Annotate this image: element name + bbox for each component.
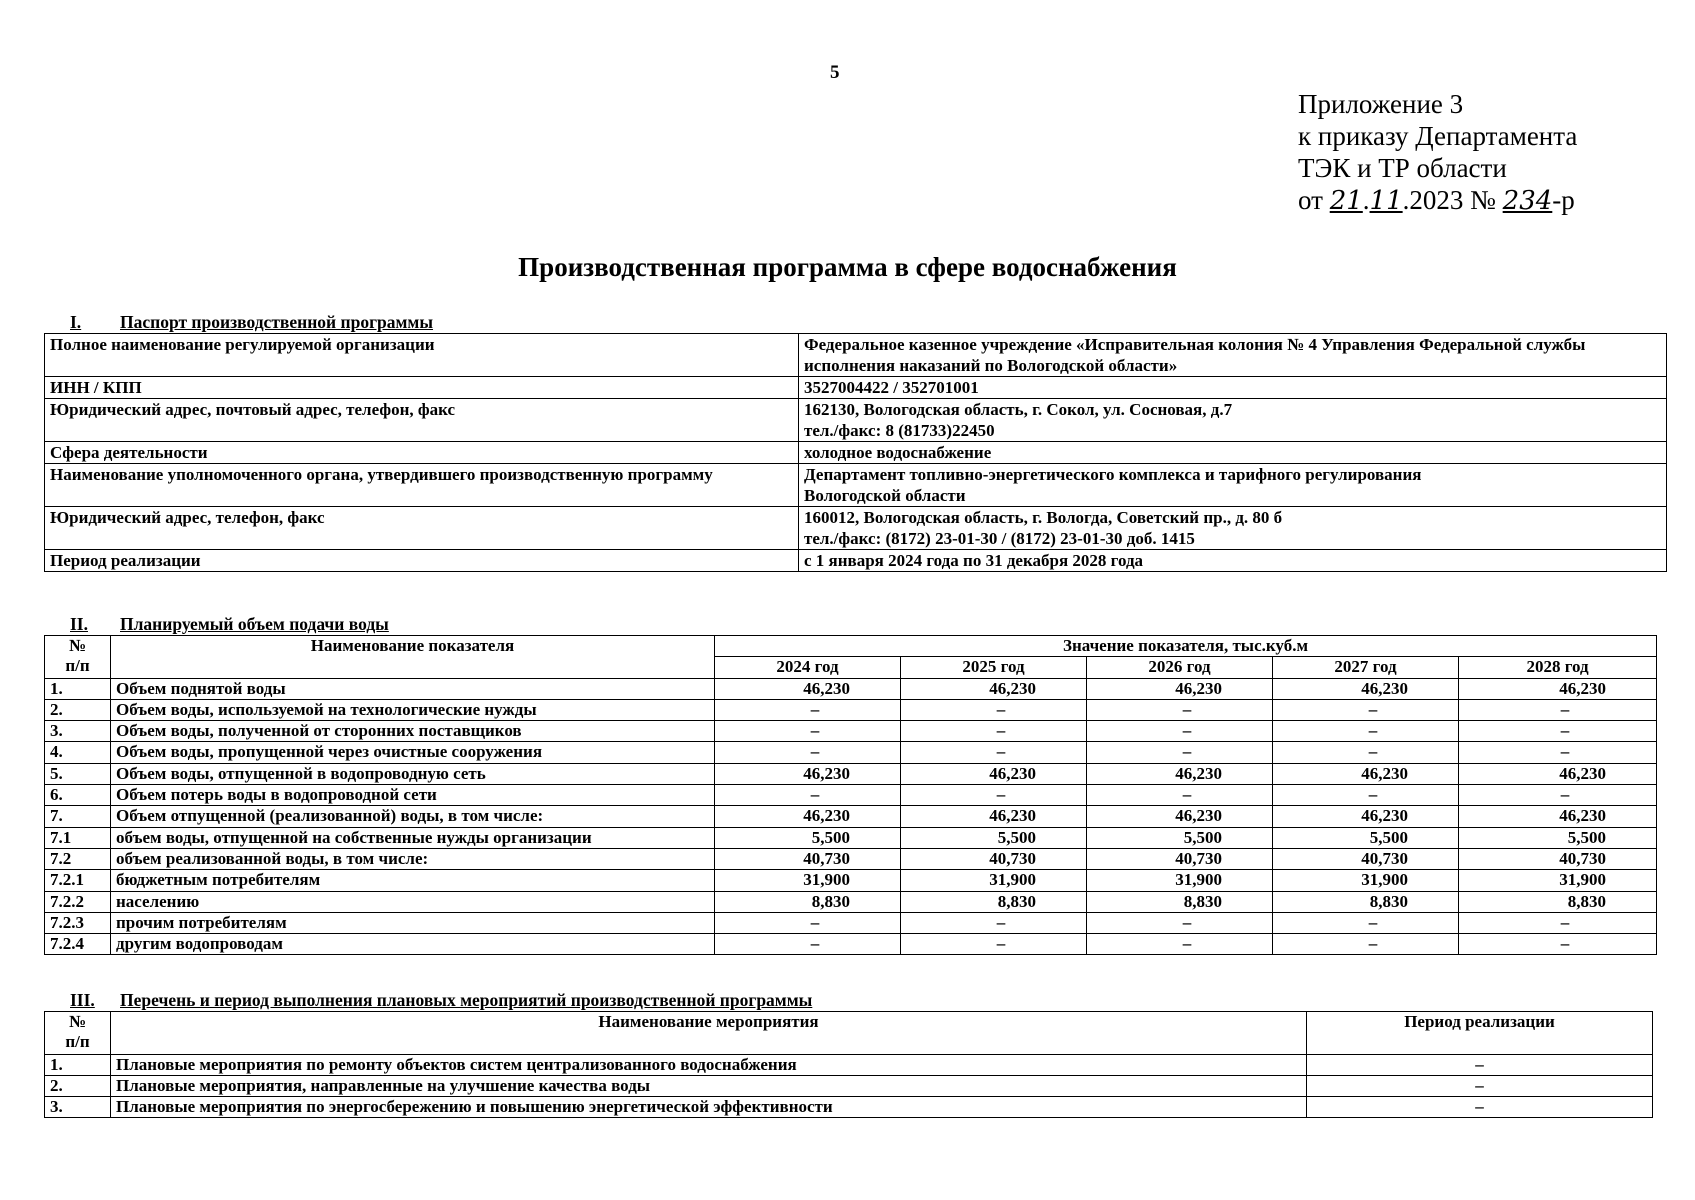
indicator-name: Объем воды, пропущенной через очистные сооружения [111, 742, 715, 763]
value-cell: – [1273, 721, 1459, 742]
header-num-line-1: № [68, 1012, 87, 1031]
water-volume-table [44, 635, 1657, 955]
passport-value: Департамент топливно-энергетического комплекса и тарифного регулирования [804, 465, 1422, 484]
passport-label: ИНН / КПП [45, 377, 799, 399]
period-cell: – [1307, 1055, 1653, 1076]
activities-table [44, 1011, 1653, 1118]
table-row [45, 848, 1657, 869]
value-cell: – [1459, 721, 1657, 742]
row-number: 7.2.3 [45, 912, 111, 933]
value-cell: 46,230 [901, 806, 1087, 827]
table-row [45, 870, 1657, 891]
value-cell: 31,900 [901, 870, 1087, 891]
row-number: 7.2 [45, 848, 111, 869]
value-cell: 46,230 [1087, 806, 1273, 827]
period-cell: – [1307, 1076, 1653, 1097]
indicator-name: Объем воды, отпущенной в водопроводную сеть [111, 763, 715, 784]
value-cell: 40,730 [715, 848, 901, 869]
activity-name: Плановые мероприятия по ремонту объектов систем централизованного водоснабжения [111, 1055, 1307, 1076]
handwritten-order-number: 234 [1502, 186, 1553, 216]
passport-value-line-2: тел./факс: (8172) 23-01-30 / (8172) 23-01-30 доб. 1415 [804, 529, 1195, 548]
value-cell: 46,230 [1459, 763, 1657, 784]
indicator-name: бюджетным потребителям [111, 870, 715, 891]
value-cell: – [901, 721, 1087, 742]
indicator-name: Объем воды, полученной от сторонних поставщиков [111, 721, 715, 742]
header-num-line-1: № [68, 636, 87, 655]
table-row [45, 550, 1667, 572]
passport-label: Юридический адрес, почтовый адрес, телефон, факс [45, 399, 799, 442]
value-cell: – [1087, 934, 1273, 955]
passport-value-cell [799, 399, 1667, 442]
value-cell: – [715, 785, 901, 806]
table-row [45, 334, 1667, 377]
row-number: 7. [45, 806, 111, 827]
value-cell: 46,230 [1087, 678, 1273, 699]
row-number: 7.2.4 [45, 934, 111, 955]
value-cell: 46,230 [1273, 806, 1459, 827]
table-row [45, 678, 1657, 699]
appendix-date-line: от 21.11.2023 № 234-р [1298, 185, 1575, 216]
passport-value: с 1 января 2024 года по 31 декабря 2028 года [799, 550, 1667, 572]
value-cell: – [1273, 742, 1459, 763]
year-header: 2025 год [901, 657, 1087, 678]
row-number: 3. [45, 721, 111, 742]
value-cell: 46,230 [715, 678, 901, 699]
value-cell: 8,830 [1087, 891, 1273, 912]
table-row [45, 827, 1657, 848]
row-number: 2. [45, 1076, 111, 1097]
value-cell: 5,500 [1087, 827, 1273, 848]
passport-value-cell [799, 464, 1667, 507]
table-row [45, 934, 1657, 955]
column-header-value: Значение показателя, тыс.куб.м [715, 636, 1657, 657]
value-cell: 40,730 [1459, 848, 1657, 869]
passport-table [44, 333, 1667, 572]
value-cell: 46,230 [715, 763, 901, 784]
section-2-number: II. [70, 614, 88, 634]
value-cell: – [1273, 934, 1459, 955]
value-cell: – [901, 912, 1087, 933]
passport-value: 3527004422 / 352701001 [799, 377, 1667, 399]
section-3-number: III. [70, 990, 95, 1010]
section-1-title: Паспорт производственной программы [120, 312, 434, 332]
column-header-activity: Наименование мероприятия [111, 1012, 1307, 1055]
value-cell: – [1459, 742, 1657, 763]
value-cell: – [1273, 699, 1459, 720]
value-cell: 31,900 [1087, 870, 1273, 891]
value-cell: – [1459, 912, 1657, 933]
section-3-heading [44, 990, 812, 1011]
order-suffix: -р [1552, 185, 1575, 215]
value-cell: 5,500 [1273, 827, 1459, 848]
table-row [45, 699, 1657, 720]
table-row [45, 399, 1667, 442]
value-cell: 5,500 [901, 827, 1087, 848]
value-cell: 46,230 [715, 806, 901, 827]
value-cell: 8,830 [715, 891, 901, 912]
row-number: 7.1 [45, 827, 111, 848]
row-number: 4. [45, 742, 111, 763]
table-row [45, 806, 1657, 827]
year-header: 2024 год [715, 657, 901, 678]
value-cell: 46,230 [901, 678, 1087, 699]
table-row [45, 464, 1667, 507]
table-row [45, 785, 1657, 806]
column-header-period: Период реализации [1307, 1012, 1653, 1055]
value-cell: – [1459, 785, 1657, 806]
row-number: 7.2.2 [45, 891, 111, 912]
value-cell: 46,230 [901, 763, 1087, 784]
activity-name: Плановые мероприятия по энергосбережению и повышению энергетической эффективности [111, 1097, 1307, 1118]
value-cell: – [901, 742, 1087, 763]
section-2-title: Планируемый объем подачи воды [120, 614, 389, 634]
table-row [45, 1055, 1653, 1076]
value-cell: 46,230 [1273, 763, 1459, 784]
value-cell: 46,230 [1087, 763, 1273, 784]
value-cell: – [1459, 699, 1657, 720]
date-prefix: от [1298, 185, 1323, 215]
indicator-name: населению [111, 891, 715, 912]
passport-label: Полное наименование регулируемой организации [45, 334, 799, 377]
value-cell: 31,900 [1273, 870, 1459, 891]
value-cell: – [1273, 785, 1459, 806]
value-cell: – [901, 934, 1087, 955]
value-cell: 40,730 [1273, 848, 1459, 869]
row-number: 7.2.1 [45, 870, 111, 891]
value-cell: – [715, 934, 901, 955]
passport-value-line-2: тел./факс: 8 (81733)22450 [804, 421, 995, 440]
indicator-name: прочим потребителям [111, 912, 715, 933]
table-row [45, 1097, 1653, 1118]
table-row [45, 891, 1657, 912]
indicator-name: другим водопроводам [111, 934, 715, 955]
table-row [45, 742, 1657, 763]
value-cell: 31,900 [1459, 870, 1657, 891]
passport-value-line-2: Вологодской области [804, 486, 966, 505]
date-year: .2023 № [1402, 185, 1496, 215]
indicator-name: объем реализованной воды, в том числе: [111, 848, 715, 869]
passport-value: Федеральное казенное учреждение «Исправительная колония № 4 Управления Федеральной службы исполнения наказаний по Вологодской области» [799, 334, 1667, 377]
table-header-row [45, 636, 1657, 657]
passport-value-cell [799, 507, 1667, 550]
appendix-line-2: к приказу Департамента [1298, 121, 1578, 151]
row-number: 3. [45, 1097, 111, 1118]
passport-label: Период реализации [45, 550, 799, 572]
row-number: 6. [45, 785, 111, 806]
passport-value: 162130, Вологодская область, г. Сокол, ул. Сосновая, д.7 [804, 400, 1233, 419]
column-header-indicator: Наименование показателя [111, 636, 715, 679]
row-number: 1. [45, 678, 111, 699]
value-cell: – [715, 912, 901, 933]
value-cell: 40,730 [901, 848, 1087, 869]
table-row [45, 763, 1657, 784]
column-header-number [45, 1012, 111, 1055]
passport-value: холодное водоснабжение [799, 442, 1667, 464]
table-header-row [45, 1012, 1653, 1055]
appendix-line-3: ТЭК и ТР области [1298, 153, 1507, 183]
section-1-heading [44, 312, 433, 333]
year-header: 2027 год [1273, 657, 1459, 678]
value-cell: 5,500 [1459, 827, 1657, 848]
value-cell: – [1273, 912, 1459, 933]
indicator-name: Объем воды, используемой на технологические нужды [111, 699, 715, 720]
section-1-number: I. [70, 312, 82, 332]
row-number: 2. [45, 699, 111, 720]
value-cell: 8,830 [901, 891, 1087, 912]
year-header: 2028 год [1459, 657, 1657, 678]
period-cell: – [1307, 1097, 1653, 1118]
value-cell: – [715, 742, 901, 763]
value-cell: 46,230 [1459, 806, 1657, 827]
year-header: 2026 год [1087, 657, 1273, 678]
header-num-line-2: п/п [65, 1032, 90, 1051]
value-cell: 40,730 [1087, 848, 1273, 869]
value-cell: – [1459, 934, 1657, 955]
passport-label: Наименование уполномоченного органа, утвердившего производственную программу [45, 464, 799, 507]
value-cell: – [1087, 785, 1273, 806]
indicator-name: Объем отпущенной (реализованной) воды, в том числе: [111, 806, 715, 827]
table-row [45, 912, 1657, 933]
passport-label: Сфера деятельности [45, 442, 799, 464]
handwritten-month: 11 [1369, 186, 1403, 216]
table-row [45, 507, 1667, 550]
row-number: 5. [45, 763, 111, 784]
value-cell: – [715, 721, 901, 742]
section-2-heading [44, 614, 389, 635]
appendix-header [1298, 88, 1577, 217]
passport-label: Юридический адрес, телефон, факс [45, 507, 799, 550]
table-row [45, 442, 1667, 464]
value-cell: – [901, 785, 1087, 806]
value-cell: 8,830 [1273, 891, 1459, 912]
value-cell: – [1087, 699, 1273, 720]
value-cell: 46,230 [1459, 678, 1657, 699]
table-row [45, 1076, 1653, 1097]
value-cell: – [715, 699, 901, 720]
appendix-line-1: Приложение 3 [1298, 89, 1464, 119]
header-num-line-2: п/п [65, 656, 90, 675]
value-cell: 31,900 [715, 870, 901, 891]
value-cell: – [1087, 742, 1273, 763]
value-cell: 5,500 [715, 827, 901, 848]
value-cell: – [1087, 721, 1273, 742]
indicator-name: Объем потерь воды в водопроводной сети [111, 785, 715, 806]
document-title: Производственная программа в сфере водоснабжения [518, 252, 1177, 282]
row-number: 1. [45, 1055, 111, 1076]
page-number: 5 [830, 62, 840, 83]
value-cell: 46,230 [1273, 678, 1459, 699]
activity-name: Плановые мероприятия, направленные на улучшение качества воды [111, 1076, 1307, 1097]
column-header-number [45, 636, 111, 679]
indicator-name: Объем поднятой воды [111, 678, 715, 699]
handwritten-day: 21 [1329, 186, 1363, 216]
indicator-name: объем воды, отпущенной на собственные нужды организации [111, 827, 715, 848]
value-cell: – [901, 699, 1087, 720]
value-cell: 8,830 [1459, 891, 1657, 912]
section-3-title: Перечень и период выполнения плановых мероприятий производственной программы [120, 990, 813, 1010]
passport-value: 160012, Вологодская область, г. Вологда, Советский пр., д. 80 б [804, 508, 1283, 527]
table-row [45, 721, 1657, 742]
table-row [45, 377, 1667, 399]
value-cell: – [1087, 912, 1273, 933]
